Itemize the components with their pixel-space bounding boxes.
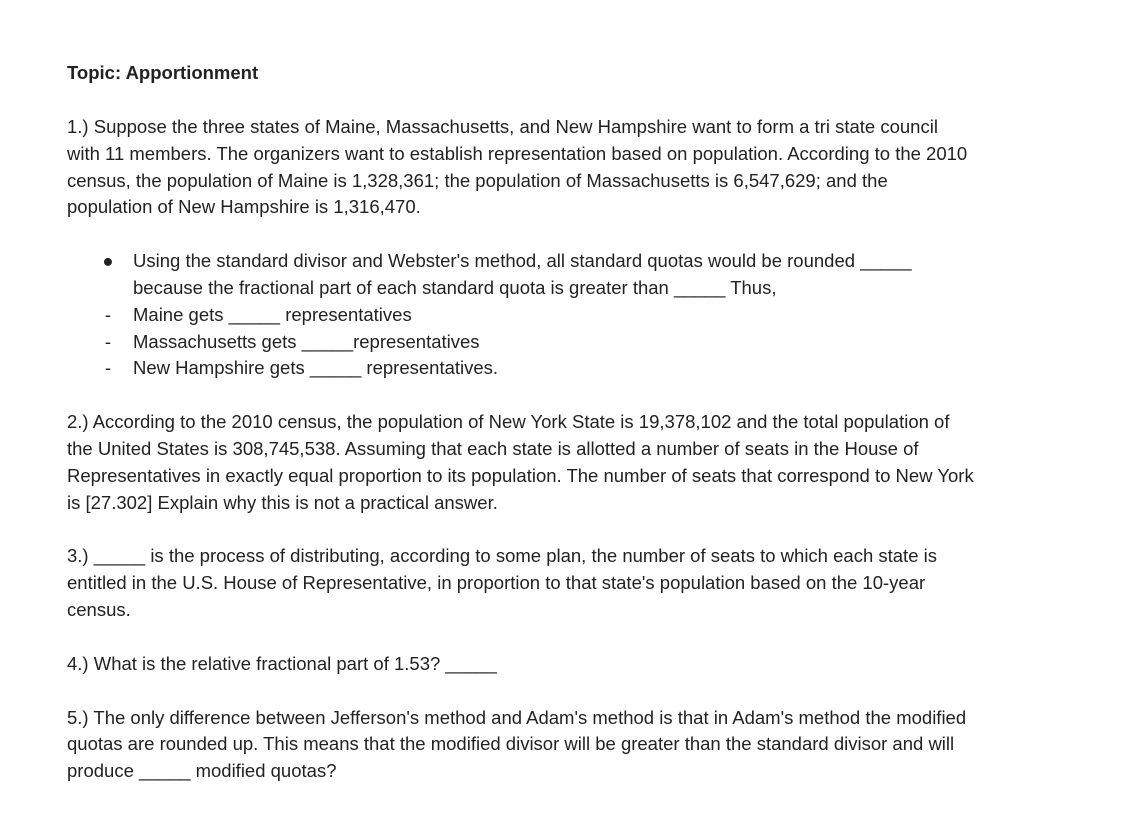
question-5-line: produce _____ modified quotas? [67,760,337,782]
question-2-line: is [27.302] Explain why this is not a practical answer. [67,491,498,513]
question-3-line: 3.) _____ is the process of distributing, according to some plan, the number of seats to which each state is [67,545,937,567]
dash-icon: - [104,357,112,379]
page-title: Topic: Apportionment [67,62,259,83]
bullet-line: because the fractional part of each standard quota is greater than _____ Thus, [133,276,777,298]
question-1 [67,114,1067,221]
question-1-list [67,248,1067,382]
question-1-line: 1.) Suppose the three states of Maine, Massachusetts, and New Hampshire want to form a tri state council [67,116,938,137]
question-2-line: 2.) According to the 2010 census, the population of New York State is 19,378,102 and the total population of [67,411,950,433]
question-3-line: census. [67,598,131,620]
question-2-line: Representatives in exactly equal proportion to its population. The number of seats that correspond to New York [67,464,974,486]
dash-icon: - [104,330,112,352]
bullet-item [67,248,1067,302]
document [67,60,1067,785]
question-1-line: with 11 members. The organizers want to establish representation based on population. According to the 2010 [67,142,968,164]
bullet-icon: ● [102,250,114,272]
dash-item-new-hampshire [67,355,1067,382]
question-1-line: population of New Hampshire is 1,316,470. [67,196,421,218]
bullet-line: Using the standard divisor and Webster's method, all standard quotas would be rounded _____ [133,250,912,272]
question-1-line: census, the population of Maine is 1,328,361; the population of Massachusetts is 6,547,629; and the [67,169,888,191]
question-5-line: 5.) The only difference between Jefferson's method and Adam's method is that in Adam's method the modified [67,706,967,728]
dash-item-text: New Hampshire gets _____ representatives. [133,357,499,379]
question-3 [67,543,1067,623]
question-5 [67,705,1067,785]
dash-icon: - [104,303,112,325]
dash-item-maine [67,302,1067,329]
question-4-line: 4.) What is the relative fractional part of 1.53? _____ [67,652,497,674]
dash-item-text: Maine gets _____ representatives [133,303,412,325]
question-4 [67,651,1067,678]
question-5-line: quotas are rounded up. This means that the modified divisor will be greater than the standard divisor and will [67,733,955,755]
question-3-line: entitled in the U.S. House of Representative, in proportion to that state's population based on the 10-year [67,572,926,594]
question-2 [67,409,1067,516]
question-2-line: the United States is 308,745,538. Assuming that each state is allotted a number of seats in the House of [67,437,919,459]
dash-item-massachusetts [67,329,1067,356]
dash-item-text: Massachusetts gets _____representatives [133,330,480,352]
